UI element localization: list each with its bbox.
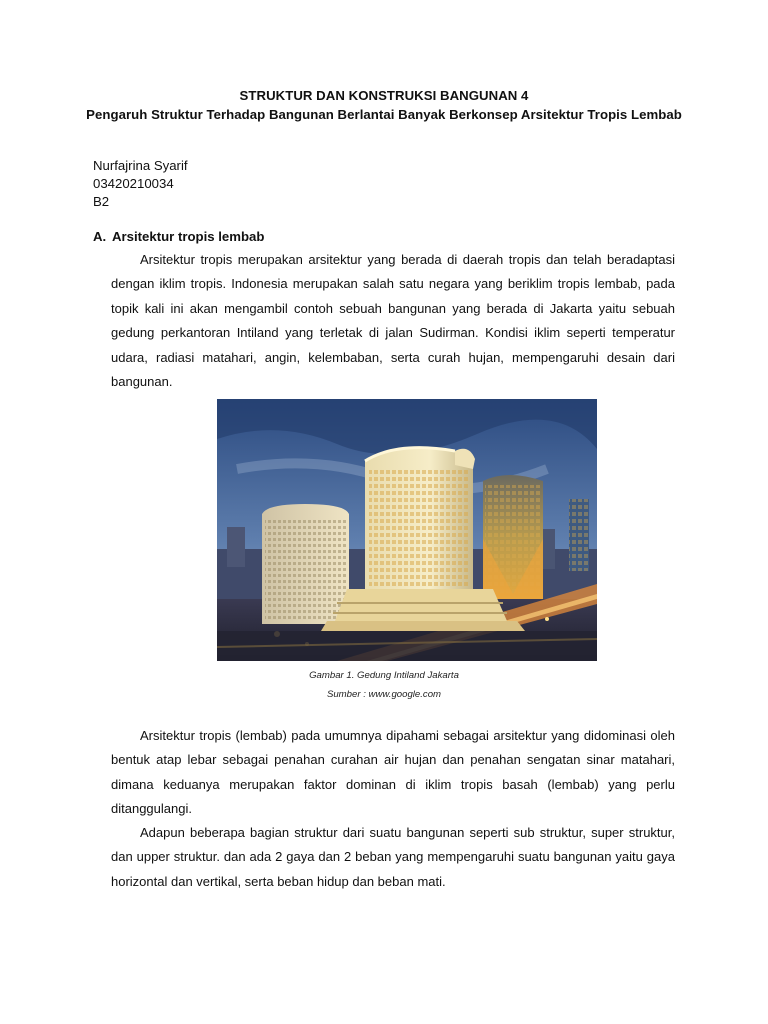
author-class: B2	[93, 194, 110, 209]
author-name: Nurfajrina Syarif	[93, 158, 188, 173]
paragraph-1: Arsitektur tropis merupakan arsitektur yang berada di daerah tropis dan telah beradaptasi dengan iklim tropis. Indonesia merupakan salah satu negara yang beriklim tropis lembab, pada topik kali ini akan mengambil contoh sebuah bangunan yang berada di Jakarta yaitu sebuah gedung perkantoran Intiland yang terletak di jalan Sudirman. Kondisi iklim seperti temperatur udara, radiasi matahari, angin, kelembaban, serta curah hujan, mempengaruhi desain dari bangunan.	[111, 252, 675, 390]
figure-caption: Gambar 1. Gedung Intiland Jakarta	[309, 670, 459, 681]
section-number: A.	[93, 229, 107, 244]
document-subtitle: Pengaruh Struktur Terhadap Bangunan Berlantai Banyak Berkonsep Arsitektur Tropis Lembab	[86, 107, 682, 122]
document-title: STRUKTUR DAN KONSTRUKSI BANGUNAN 4	[239, 88, 529, 103]
figure-photo-intiland-building	[217, 399, 597, 661]
author-id: 03420210034	[93, 176, 174, 191]
paragraph-3: Adapun beberapa bagian struktur dari suatu bangunan seperti sub struktur, super struktur, dan upper struktur. dan ada 2 gaya dan 2 beban yang mempengaruhi suatu bangunan yaitu gaya horizontal dan vertikal, serta beban hidup dan beban mati.	[111, 825, 675, 889]
section-heading	[93, 229, 264, 244]
paragraph-2: Arsitektur tropis (lembab) pada umumnya dipahami sebagai arsitektur yang didominasi oleh bentuk atap lebar sebagai penahan curahan air hujan dan penahan sengatan sinar matahari, dimana keduanya merupakan faktor dominan di iklim tropis basah (lembab) yang perlu ditanggulangi.	[111, 728, 675, 817]
figure-source: Sumber : www.google.com	[326, 689, 442, 700]
section-heading-text: Arsitektur tropis lembab	[112, 229, 265, 244]
